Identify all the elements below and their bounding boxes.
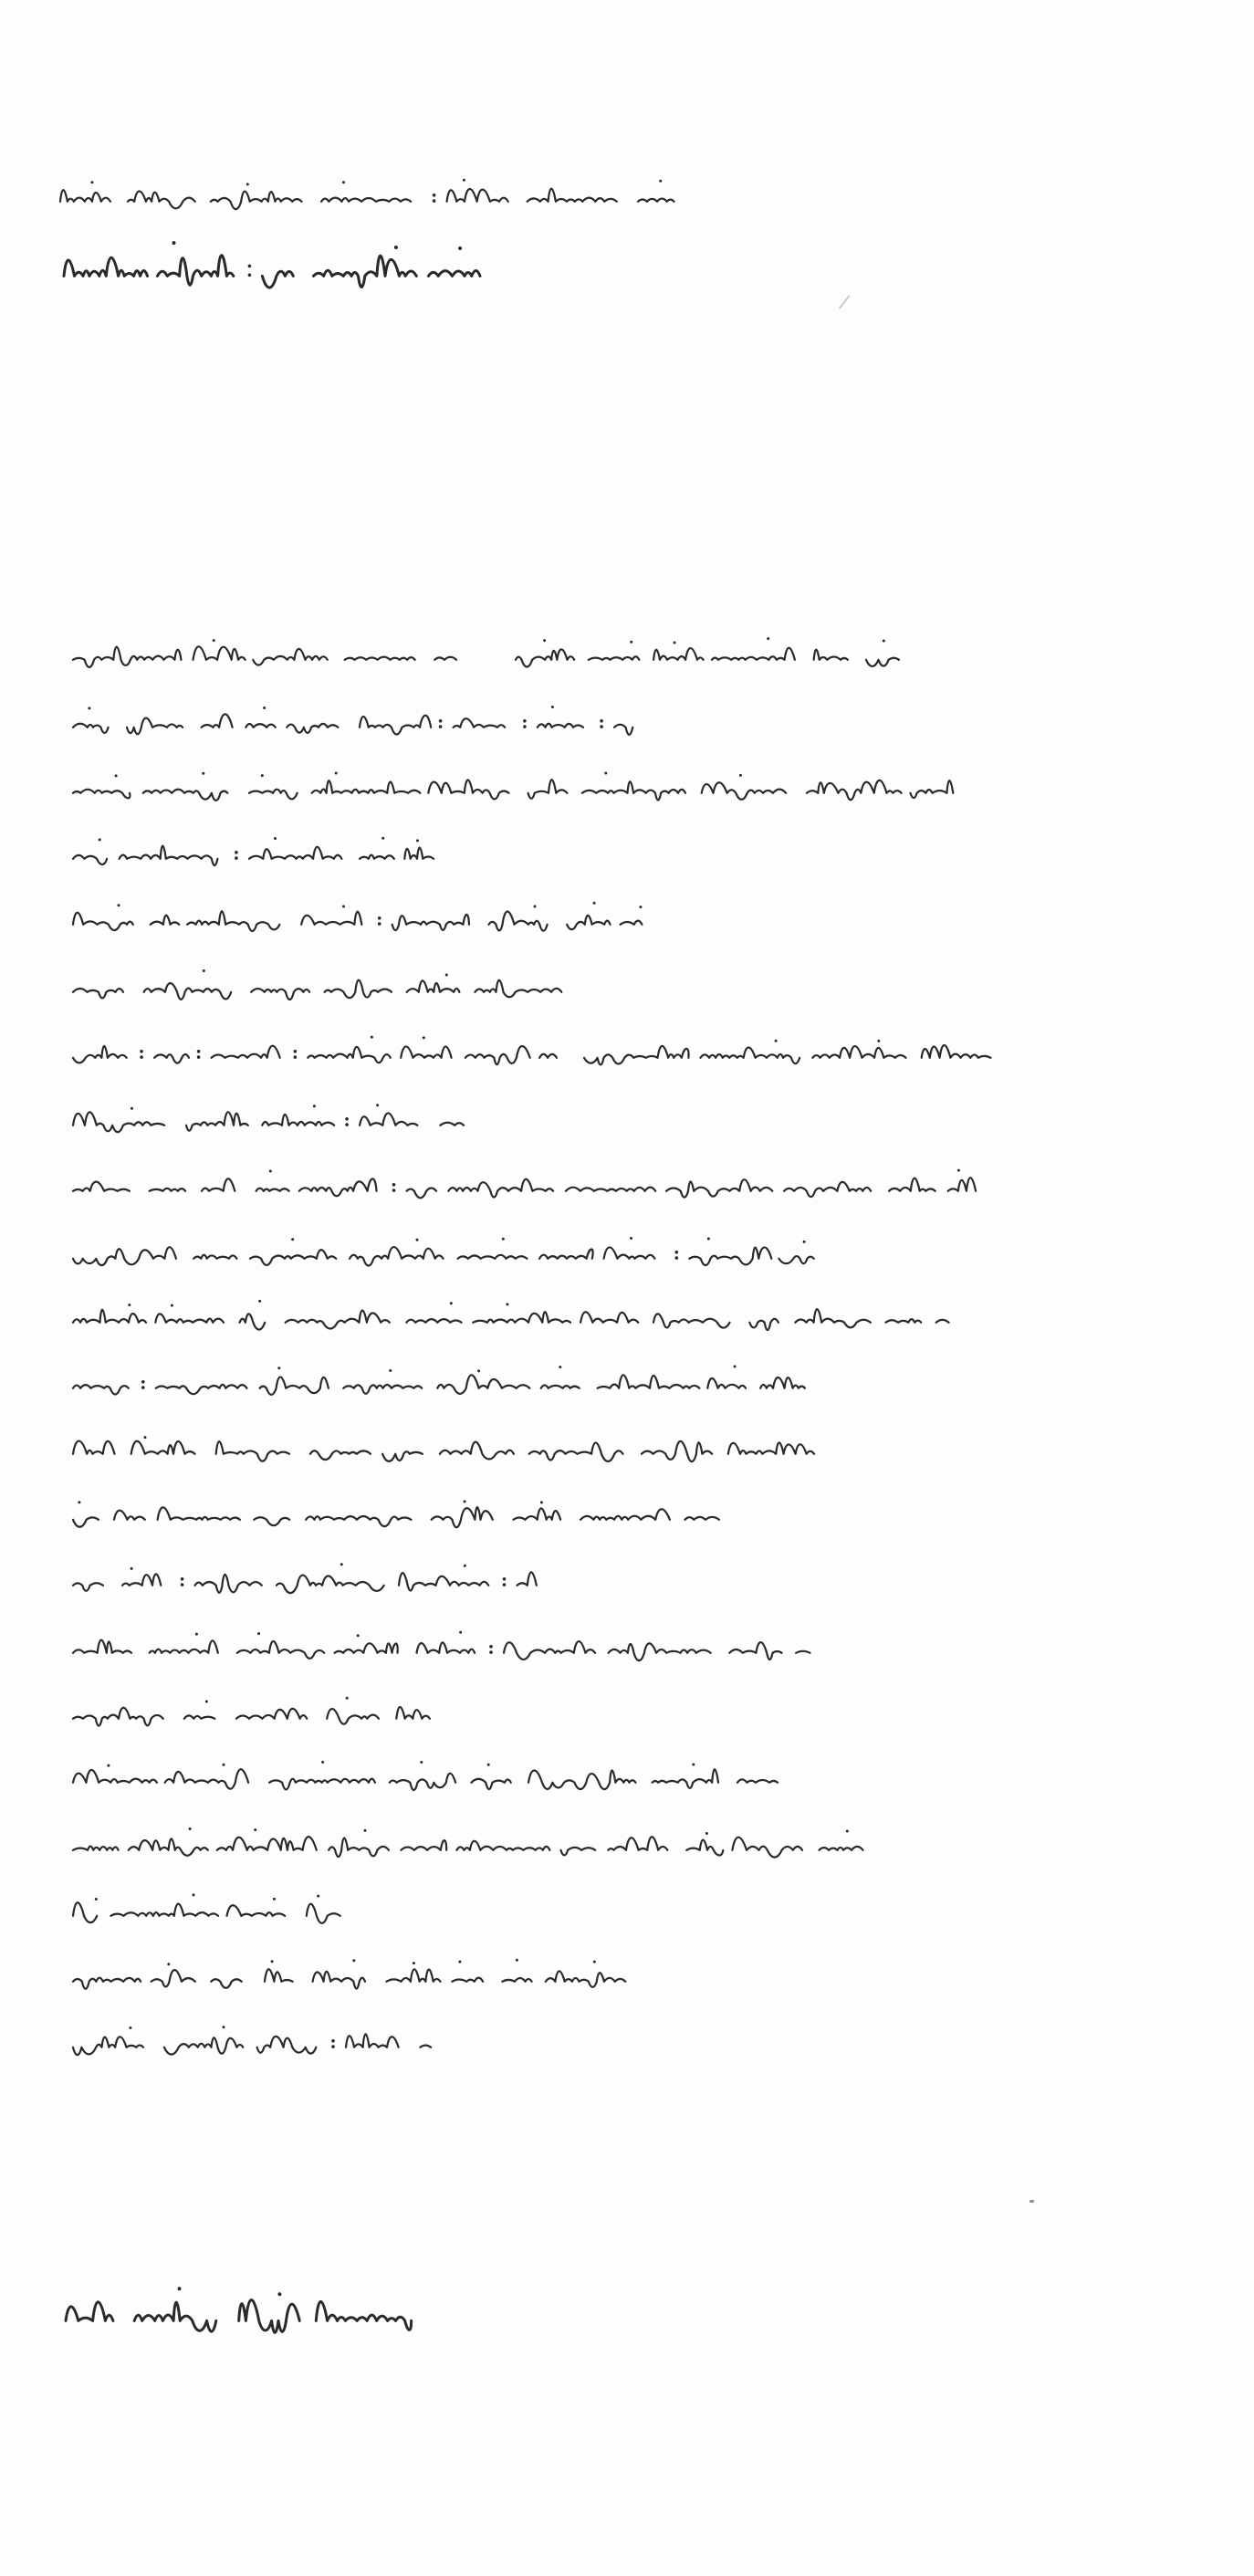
body-line-2 [64,699,646,750]
body-line-10 [64,1230,827,1282]
body-line-1-part-1 [64,632,465,683]
body-line-20 [64,1888,363,1939]
body-line-17 [64,1691,456,1742]
body-line-15 [64,1557,549,1608]
body-line-5 [64,896,655,948]
body-line-13 [64,1426,823,1477]
body-line-7-part-1 [64,1030,566,1081]
body-line-8 [64,1097,473,1148]
body-line-9 [64,1163,989,1214]
header-line-1 [51,173,699,225]
body-line-6 [64,964,588,1015]
body-line-1-part-2 [507,632,908,683]
header-line-2 [55,232,489,312]
body-line-7-part-2 [575,1030,1000,1081]
body-line-19 [64,1822,874,1873]
stray-pen-mark [839,295,850,309]
body-line-3 [64,765,964,816]
body-line-21 [64,1953,639,2005]
body-line-12 [64,1360,831,1411]
body-line-18 [64,1754,787,1806]
body-line-4 [64,831,445,882]
footer-line-1 [57,2277,434,2357]
body-line-11 [64,1294,958,1346]
body-line-16 [64,1625,821,1676]
body-line-14 [64,1492,747,1543]
ink-speck [1029,2200,1034,2203]
body-line-22 [64,2019,444,2070]
